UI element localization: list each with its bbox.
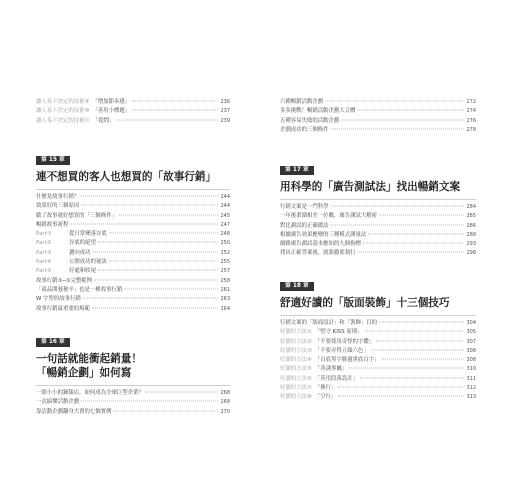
leader-dots: [81, 205, 218, 206]
chapter-title[interactable]: 舒適好讀的「版面裝飾」十三個技巧: [280, 297, 450, 309]
leader-dots: [98, 270, 218, 271]
toc-entry[interactable]: [36, 98, 230, 107]
entry-title: 一次搞懂活動企劃: [36, 399, 80, 406]
page-number: 298: [466, 250, 476, 257]
entry-title: 谷底的絕望: [69, 240, 96, 247]
leader-dots: [81, 196, 218, 197]
entry-prefix: 好讀的方法⑥: [280, 375, 312, 382]
leader-dots: [357, 252, 464, 253]
entry-title: 對比測試的正確做法: [280, 222, 329, 229]
leader-dots: [132, 110, 218, 111]
page-number: 310: [466, 366, 476, 373]
entry-title: 暢銷故事流程: [36, 221, 69, 228]
toc-entry[interactable]: [36, 212, 230, 221]
page-number: 245: [220, 212, 230, 219]
entry-prefix: Part⑤: [36, 268, 52, 275]
leader-dots: [113, 410, 218, 411]
page-number: 237: [220, 108, 230, 115]
toc-entry[interactable]: [280, 117, 476, 126]
page-number: 247: [220, 221, 230, 228]
leader-dots: [341, 119, 464, 120]
page-number: 285: [466, 213, 476, 220]
page-number: 263: [220, 296, 230, 303]
toc-entry[interactable]: [36, 258, 230, 267]
entry-title: 網路廣告測試基本應知的九個指標: [280, 241, 361, 248]
toc-entry[interactable]: [36, 239, 230, 248]
leader-dots: [83, 298, 219, 299]
entry-title: 「不要弄得五顏六色」: [314, 347, 369, 354]
toc-entry[interactable]: [280, 328, 476, 337]
entry-title: 好處和收尾: [69, 268, 96, 275]
chapter-badge: 第 17 章: [280, 166, 314, 175]
chapter-15: [36, 146, 230, 314]
page-number: 278: [466, 126, 476, 133]
chapter-title[interactable]: 連不想買的客人也想買的「故事行銷」: [36, 171, 217, 183]
toc-entry[interactable]: [36, 305, 230, 314]
page-number: 244: [220, 203, 230, 210]
toc-entry[interactable]: [280, 356, 476, 365]
toc-entry[interactable]: [280, 107, 476, 116]
chapter-16: [36, 328, 230, 417]
entry-title: 一年後業績相差一位數，廣告測試大解密: [280, 213, 378, 220]
entry-prefix: 讓人易下決定的技術⑨: [36, 99, 90, 105]
leader-dots: [376, 340, 464, 341]
page-number: 252: [220, 249, 230, 256]
toc-entry[interactable]: [36, 398, 230, 407]
toc-entry[interactable]: [36, 277, 230, 286]
page-number: 250: [220, 240, 230, 247]
entry-prefix: 好讀的方法①: [280, 329, 312, 336]
entry-title: 「善誘專屬」: [314, 366, 348, 373]
leader-dots: [379, 215, 464, 216]
entry-title: 邁向成功: [69, 249, 91, 256]
page-number: 257: [220, 268, 230, 275]
entry-title: 「換行」: [314, 385, 337, 392]
entry-prefix: 好讀的方法②: [280, 338, 312, 345]
divider: [280, 199, 476, 200]
leader-dots: [331, 206, 465, 207]
toc-entry[interactable]: [36, 230, 230, 239]
leader-dots: [98, 242, 218, 243]
page-number: 276: [466, 117, 476, 124]
leader-dots: [382, 359, 465, 360]
entry-title: 公開成功的祕訣: [69, 259, 107, 266]
leader-dots: [349, 368, 464, 369]
entry-prefix: 好讀的方法④: [280, 357, 312, 364]
toc-entry[interactable]: [280, 393, 476, 402]
page-number: 312: [466, 385, 476, 392]
leader-dots: [81, 401, 218, 402]
entry-title: 「堅守 KISS 原則」: [314, 329, 363, 336]
page-number: 274: [466, 108, 476, 115]
divider: [36, 385, 230, 386]
entry-prefix: 好讀的方法⑤: [280, 366, 312, 373]
entry-title: 企劃成功的三個條件: [280, 126, 329, 133]
page-number: 268: [220, 390, 230, 396]
entry-prefix: Part①: [36, 231, 52, 238]
page-number: 270: [220, 408, 230, 415]
page-number: 268: [220, 399, 230, 406]
page-number: 293: [466, 241, 476, 248]
leader-dots: [363, 243, 465, 244]
leader-dots: [368, 233, 464, 234]
entry-title: 「不要使用奇怪的字體」: [314, 338, 375, 345]
toc-entry[interactable]: [280, 203, 476, 212]
toc-entry[interactable]: [280, 212, 476, 221]
toc-entry[interactable]: [280, 384, 476, 393]
leader-dots: [117, 119, 219, 120]
toc-entry[interactable]: [280, 126, 476, 135]
page-number: 261: [220, 286, 230, 293]
entry-prefix: Part④: [36, 259, 52, 266]
page-number: 313: [466, 394, 476, 401]
entry-title: 多多挑戰！暢銷活動企劃大合體: [280, 108, 356, 115]
entry-title: 「商品開發秘辛」也是一種故事行銷: [36, 286, 123, 293]
page-number: 308: [466, 357, 476, 364]
chapter-badge: 第 18 章: [280, 282, 314, 291]
leader-dots: [93, 251, 219, 252]
leader-dots: [92, 307, 219, 308]
entry-prefix: 好讀的方法⑧: [280, 394, 312, 401]
chapter-badge: 第 16 章: [36, 338, 70, 347]
toc-entry[interactable]: [280, 338, 476, 347]
entry-prefix: 讓人易下決定的技術⑩: [36, 108, 90, 115]
entry-prefix: 好讀的方法⑦: [280, 385, 312, 392]
entry-prefix: Part③: [36, 249, 52, 256]
toc-entry[interactable]: [280, 319, 476, 328]
chapter-title[interactable]: 用科學的「廣告測試法」找出暢銷文案: [280, 181, 461, 193]
page-number: 272: [466, 99, 476, 105]
entry-title: 從日常變落谷底: [69, 231, 107, 238]
entry-title: 「善用小標題」: [92, 108, 131, 115]
leader-dots: [70, 223, 218, 224]
chapter-18: [280, 272, 476, 403]
leader-dots: [146, 392, 219, 393]
leader-dots: [325, 101, 464, 102]
entry-title: 找出正確答案後，就要徹底執行: [280, 250, 356, 257]
entry-title: 故事行銷①─①完整範例: [36, 277, 93, 284]
toc-entry[interactable]: [280, 231, 476, 240]
leader-dots: [357, 110, 464, 111]
entry-prefix: Part②: [36, 240, 52, 247]
entry-title: 「提問」: [92, 117, 115, 124]
toc-entry[interactable]: [36, 249, 230, 258]
toc-entry[interactable]: [36, 286, 230, 295]
page-number: 304: [466, 320, 476, 326]
entry-title: 靠活動企劃翻身大賣的七個實例: [36, 408, 112, 415]
chapter-title-line-2[interactable]: 「暢銷企劃」如何寫: [36, 367, 132, 379]
page-number: 307: [466, 338, 476, 345]
leader-dots: [331, 128, 465, 129]
page-number: 311: [466, 375, 476, 382]
entry-title: 效果好的三個原因: [36, 203, 80, 210]
toc-entry[interactable]: [36, 389, 230, 398]
page-number: 305: [466, 329, 476, 336]
divider: [36, 189, 230, 190]
chapter-title-line-1[interactable]: 一句話就能衝起銷量！: [36, 353, 142, 365]
page-number: 258: [220, 277, 230, 284]
leader-dots: [94, 279, 218, 280]
entry-title: 「增加節奏感」: [92, 99, 131, 105]
entry-title: 故事行銷最重要的規範: [36, 305, 90, 312]
entry-title: 行銷文案是一門科學: [280, 204, 329, 210]
toc-entry[interactable]: [36, 107, 230, 116]
toc-entry[interactable]: [36, 193, 230, 202]
entry-title: 五種容易失敗的活動企劃: [280, 117, 340, 124]
page-number: 239: [220, 117, 230, 124]
leader-dots: [124, 288, 218, 289]
toc-entry[interactable]: [280, 347, 476, 356]
toc-entry[interactable]: [36, 117, 230, 126]
page-number: 288: [466, 231, 476, 238]
toc-entry[interactable]: [280, 249, 476, 258]
entry-title: W 字型的故事行銷: [36, 296, 81, 303]
entry-prefix: 好讀的方法③: [280, 347, 312, 354]
page-number: 244: [220, 194, 230, 200]
toc-entry[interactable]: [36, 221, 230, 230]
toc-entry[interactable]: [280, 375, 476, 384]
entry-title: 六種暢銷活動企劃: [280, 99, 324, 105]
toc-entry[interactable]: [280, 365, 476, 374]
right-page: [260, 0, 520, 500]
page-number: 264: [220, 305, 230, 312]
toc-entry[interactable]: [280, 222, 476, 231]
leader-dots: [338, 396, 464, 397]
entry-title: 行銷文案的「版面設計」和「裝飾」目的: [280, 320, 378, 326]
leader-dots: [360, 377, 465, 378]
leader-dots: [109, 233, 219, 234]
page-number: 308: [466, 347, 476, 354]
entry-prefix: 讓人易下決定的技術⑪: [36, 117, 90, 124]
toc-entry[interactable]: [280, 240, 476, 249]
page-number: 255: [220, 259, 230, 266]
entry-title: 根據廣告效果應變的三種模式測量法: [280, 231, 367, 238]
left-top-list: [36, 98, 230, 126]
leader-dots: [365, 331, 465, 332]
toc-entry[interactable]: [36, 202, 230, 211]
entry-title: 「善用段落設計」: [314, 375, 358, 382]
chapter-badge: 第 15 章: [36, 156, 70, 165]
toc-entry[interactable]: [36, 295, 230, 304]
page-number: 248: [220, 231, 230, 238]
entry-title: 聽了故事就好想買的「三個條件」: [36, 212, 117, 219]
leader-dots: [132, 101, 218, 102]
leader-dots: [371, 349, 465, 350]
toc-entry[interactable]: [280, 98, 476, 107]
leader-dots: [331, 224, 465, 225]
entry-title: 什麼是故事行銷？: [36, 194, 80, 200]
leader-dots: [119, 214, 219, 215]
leader-dots: [338, 387, 464, 388]
toc-entry[interactable]: [36, 408, 230, 417]
page-number: 284: [466, 204, 476, 210]
divider: [280, 315, 476, 316]
toc-entry[interactable]: [36, 267, 230, 276]
page-number: 286: [466, 222, 476, 229]
entry-title: 「白底黑字勝過黑底白字」: [314, 357, 380, 364]
entry-title: 一間小小的鐘錶店，如何成為全球巨型企業？: [36, 390, 144, 396]
leader-dots: [109, 261, 219, 262]
entry-title: 「空行」: [314, 394, 337, 401]
leader-dots: [379, 322, 464, 323]
page-number: 236: [220, 99, 230, 105]
chapter-17: [280, 156, 476, 259]
right-top-list: [280, 98, 476, 135]
